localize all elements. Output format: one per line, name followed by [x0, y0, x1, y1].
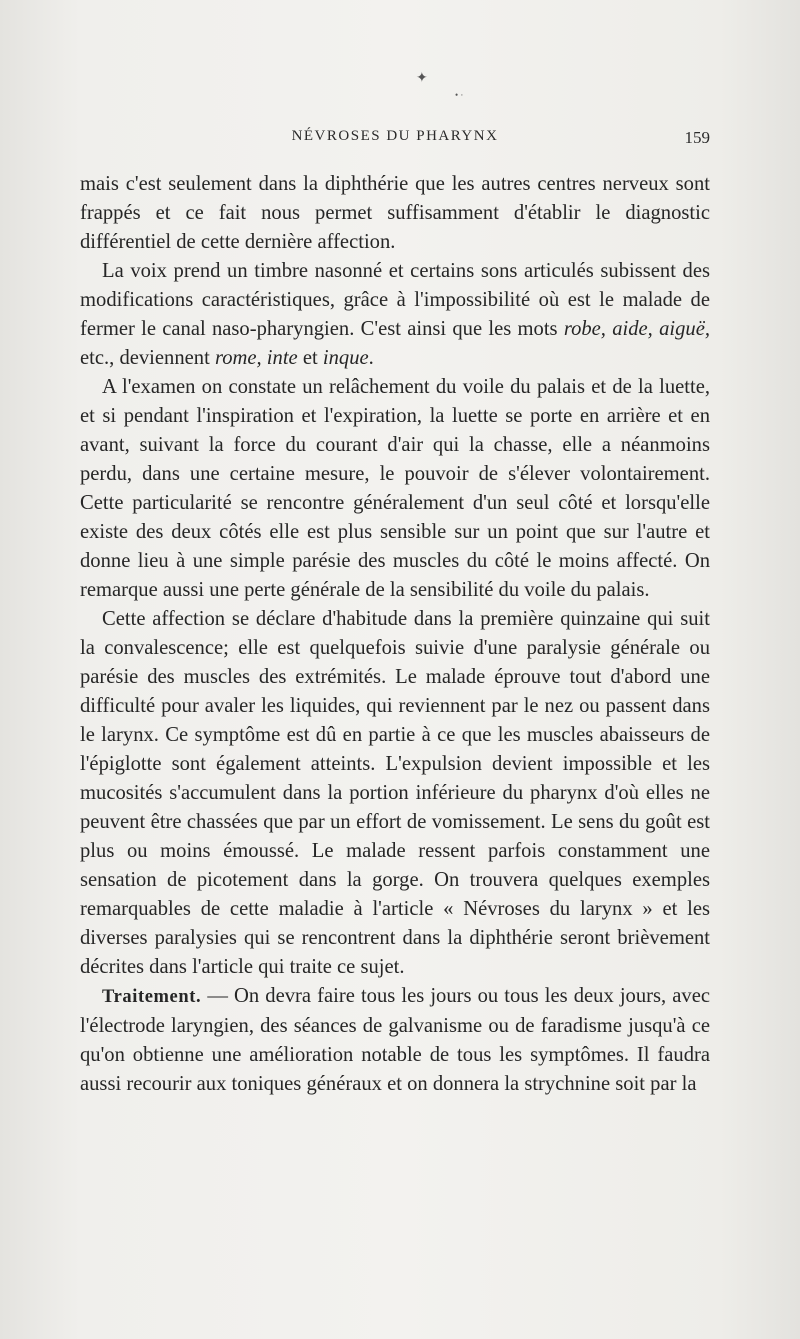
paragraph-text: etc., deviennent: [80, 347, 215, 369]
paragraph-text: Cette affection se déclare d'habitude dans la première quinzaine qui suit la convalescence; elle est quelquefois suivie d'une paralysie générale ou parésie des muscles des extrémités. Le malade éprouve tout d'abord une difficulté pour avaler les liquides, qui reviennent par le nez ou passent dans le larynx. Ce symptôme est dû en partie à ce que les muscles abaisseurs de l'épiglotte sont également atteints. L'expulsion devient impossible et les mucosités s'accumulent dans la portion inférieure du pharynx d'où elles ne peuvent être chassées que par un effort de vomissement. Le sens du goût est plus ou moins émoussé. Le malade ressent parfois constamment une sensation de picotement dans la gorge. On trouvera quelques exemples remarquables de cette maladie à l'article « Névroses du larynx » et les diverses paralysies qui se rencontrent dans la diphthérie seront brièvement décrites dans l'article qui traite ce sujet.: [80, 608, 710, 978]
page-header: [80, 128, 710, 154]
ink-speck: • ·: [455, 90, 464, 100]
paragraph-text: — On devra faire tous les jours ou tous les deux jours, avec l'électrode laryngien, des séances de galvanisme ou de faradisme jusqu'à ce qu'on obtienne une amélioration notable de tous les symptômes. Il faudra aussi recourir aux toniques généraux et on donnera la strychnine soit par la: [80, 985, 710, 1095]
paragraph: [80, 605, 710, 982]
paragraph-text: A l'examen on constate un relâchement du voile du palais et de la luette, et si pendant l'inspiration et l'expiration, la luette se porte en arrière et en avant, suivant la force du courant d'air qui la chasse, elle a néanmoins perdu, dans une certaine mesure, le pouvoir de s'élever volontairement. Cette particularité se rencontre généralement d'un seul côté et lorsqu'elle existe des deux côtés elle est plus sensible sur un point que sur l'autre et donne lieu à une simple parésie des muscles du côté le moins affecté. On remarque aussi une perte générale de la sensibilité du voile du palais.: [80, 376, 710, 601]
ink-speck: ✦: [416, 71, 428, 86]
body-text: [80, 170, 710, 1099]
paragraph-text: mais c'est seulement dans la diphthérie que les autres centres nerveux sont frappés et ce fait nous permet suffisamment d'établir le diagnostic différentiel de cette dernière affection.: [80, 173, 710, 253]
paragraph: [80, 257, 710, 373]
example-words: inque: [322, 347, 369, 369]
paragraph: [80, 373, 710, 605]
example-words: robe, aide, aiguë,: [563, 318, 710, 340]
running-title: NÉVROSES DU PHARYNX: [291, 128, 499, 144]
paragraph-text: .: [368, 347, 374, 369]
paragraph-text: La voix prend un timbre nasonné et certains sons articulés subissent des modifications caractéristiques, grâce à l'impossibilité où est le malade de fermer le canal naso-pharyngien. C'est ainsi que les mots: [80, 260, 710, 340]
example-words: rome, inte: [214, 347, 298, 369]
paragraph: [80, 982, 710, 1099]
paragraph: [80, 170, 710, 257]
section-heading: Traitement.: [102, 987, 202, 1007]
paragraph-text: et: [297, 347, 323, 369]
page-number: 159: [684, 128, 710, 147]
